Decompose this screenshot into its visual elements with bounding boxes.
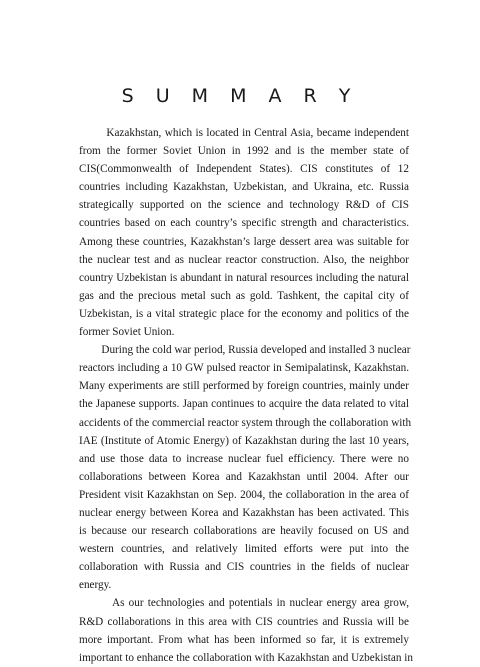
- text-line: western countries, and relatively limited efforts were put into the: [79, 543, 409, 556]
- text-line: nuclear energy between Korea and Kazakhstan has been activated. This: [79, 506, 409, 519]
- text-line: During the cold war period, Russia developed and installed 3 nuclear: [79, 344, 411, 357]
- text-line: collaborations between Korea and Kazakhstan until 2004. After our: [79, 470, 409, 483]
- text-line: the nuclear test and as nuclear reactor construction. Also, the neighbor: [79, 253, 409, 266]
- text-line: Many experiments are still performed by foreign countries, mainly under: [79, 380, 409, 393]
- paragraph: [79, 594, 413, 666]
- text-line: collaboration with Russia and CIS countries in the fields of nuclear: [79, 561, 409, 574]
- text-line: the Japanese supports. Japan continues to acquire the data related to vital: [79, 398, 409, 411]
- text-line: energy.: [79, 579, 112, 592]
- text-line: strategically supported on the science and technology R&D of CIS: [79, 199, 409, 212]
- text-line: Uzbekistan, is a vital strategic place for the economy and politics of the: [79, 307, 409, 320]
- text-line: IAE (Institute of Atomic Energy) of Kazakhstan during the last 10 years,: [79, 434, 409, 447]
- text-line: country Uzbekistan is abundant in natural resources including the natural: [79, 271, 409, 284]
- page-title: S U M M A R Y: [121, 85, 359, 107]
- text-line: reactors including a 10 GW pulsed reactor in Semipalatinsk, Kazakhstan.: [79, 362, 409, 375]
- text-line: Kazakhstan, which is located in Central Asia, became independent: [79, 127, 409, 139]
- text-line: important to enhance the collaboration with Kazakhstan and Uzbekistan in: [79, 651, 413, 664]
- text-line: As our technologies and potentials in nuclear energy area grow,: [79, 597, 409, 610]
- paragraph: [79, 341, 412, 594]
- text-line: accidents of the commercial reactor system through the collaboration with: [79, 416, 412, 429]
- paragraph: [79, 124, 409, 341]
- text-line: is because our research collaborations are heavily focused on US and: [79, 525, 409, 538]
- text-line: CIS(Commonwealth of Independent States). CIS constitutes of 12: [79, 163, 409, 176]
- text-line: more important. From what has been informed so far, it is extremely: [79, 633, 409, 646]
- text-line: Among these countries, Kazakhstan’s large dessert area was suitable for: [79, 235, 409, 248]
- text-line: gas and the precious metal such as gold. Tashkent, the capital city of: [79, 289, 409, 302]
- text-line: from the former Soviet Union in 1992 and is the member state of: [79, 145, 409, 158]
- text-line: President visit Kazakhstan on Sep. 2004, the collaboration in the area of: [79, 488, 409, 501]
- text-line: R&D collaborations in this area with CIS countries and Russia will be: [79, 615, 409, 628]
- text-line: former Soviet Union.: [79, 326, 175, 339]
- summary-body: [79, 124, 413, 667]
- text-line: countries based on each country’s specific strength and characteristics.: [79, 217, 409, 230]
- text-line: and use those data to increase nuclear fuel efficiency. There were no: [79, 452, 409, 465]
- text-line: countries including Kazakhstan, Uzbekistan, and Ukraina, etc. Russia: [79, 181, 409, 194]
